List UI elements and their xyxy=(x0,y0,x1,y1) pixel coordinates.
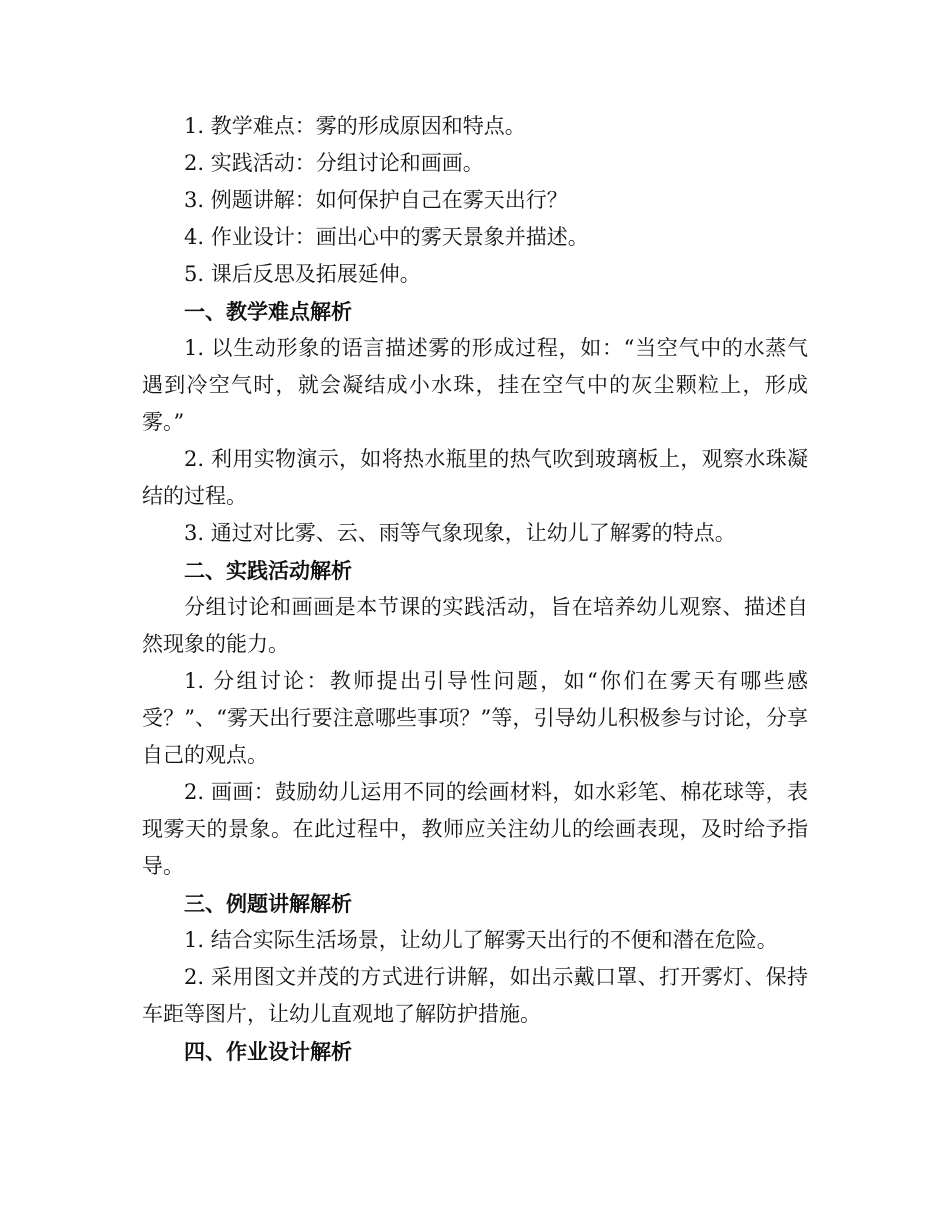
paragraph-examples-1: 1. 结合实际生活场景，让幼儿了解雾天出行的不便和潜在危险。 xyxy=(184,928,778,952)
paragraph-practice-1: 1. 分组讨论：教师提出引导性问题，如“你们在雾天有哪些感受？”、“雾天出行要注意哪些事项？”等，引导幼儿积极参与讨论，分享自己的观点。 xyxy=(142,669,808,767)
section-heading-homework: 四、作业设计解析 xyxy=(184,1039,352,1064)
paragraph-practice-2: 2. 画画：鼓励幼儿运用不同的绘画材料，如水彩笔、棉花球等，表现雾天的景象。在此过程中，教师应关注幼儿的绘画表现，及时给予指导。 xyxy=(142,780,808,878)
paragraph-difficulty-1: 1. 以生动形象的语言描述雾的形成过程，如：“当空气中的水蒸气遇到冷空气时，就会凝结成小水珠，挂在空气中的灰尘颗粒上，形成雾。” xyxy=(142,336,808,434)
outline-item-1: 1. 教学难点：雾的形成原因和特点。 xyxy=(184,114,526,138)
outline-item-4: 4. 作业设计：画出心中的雾天景象并描述。 xyxy=(184,225,589,249)
section-heading-practice: 二、实践活动解析 xyxy=(184,558,352,583)
paragraph-difficulty-2: 2. 利用实物演示，如将热水瓶里的热气吹到玻璃板上，观察水珠凝结的过程。 xyxy=(142,447,808,508)
document-page xyxy=(142,108,808,1070)
outline-item-5: 5. 课后反思及拓展延伸。 xyxy=(184,262,421,286)
section-heading-examples: 三、例题讲解解析 xyxy=(184,891,352,916)
paragraph-examples-2: 2. 采用图文并茂的方式进行讲解，如出示戴口罩、打开雾灯、保持车距等图片，让幼儿直观地了解防护措施。 xyxy=(142,965,808,1026)
paragraph-difficulty-3: 3. 通过对比雾、云、雨等气象现象，让幼儿了解雾的特点。 xyxy=(184,521,736,545)
outline-item-2: 2. 实践活动：分组讨论和画画。 xyxy=(184,151,484,175)
outline-item-3: 3. 例题讲解：如何保护自己在雾天出行？ xyxy=(184,188,568,212)
section-heading-difficulty: 一、教学难点解析 xyxy=(184,299,352,324)
paragraph-practice-intro: 分组讨论和画画是本节课的实践活动，旨在培养幼儿观察、描述自然现象的能力。 xyxy=(142,595,808,656)
